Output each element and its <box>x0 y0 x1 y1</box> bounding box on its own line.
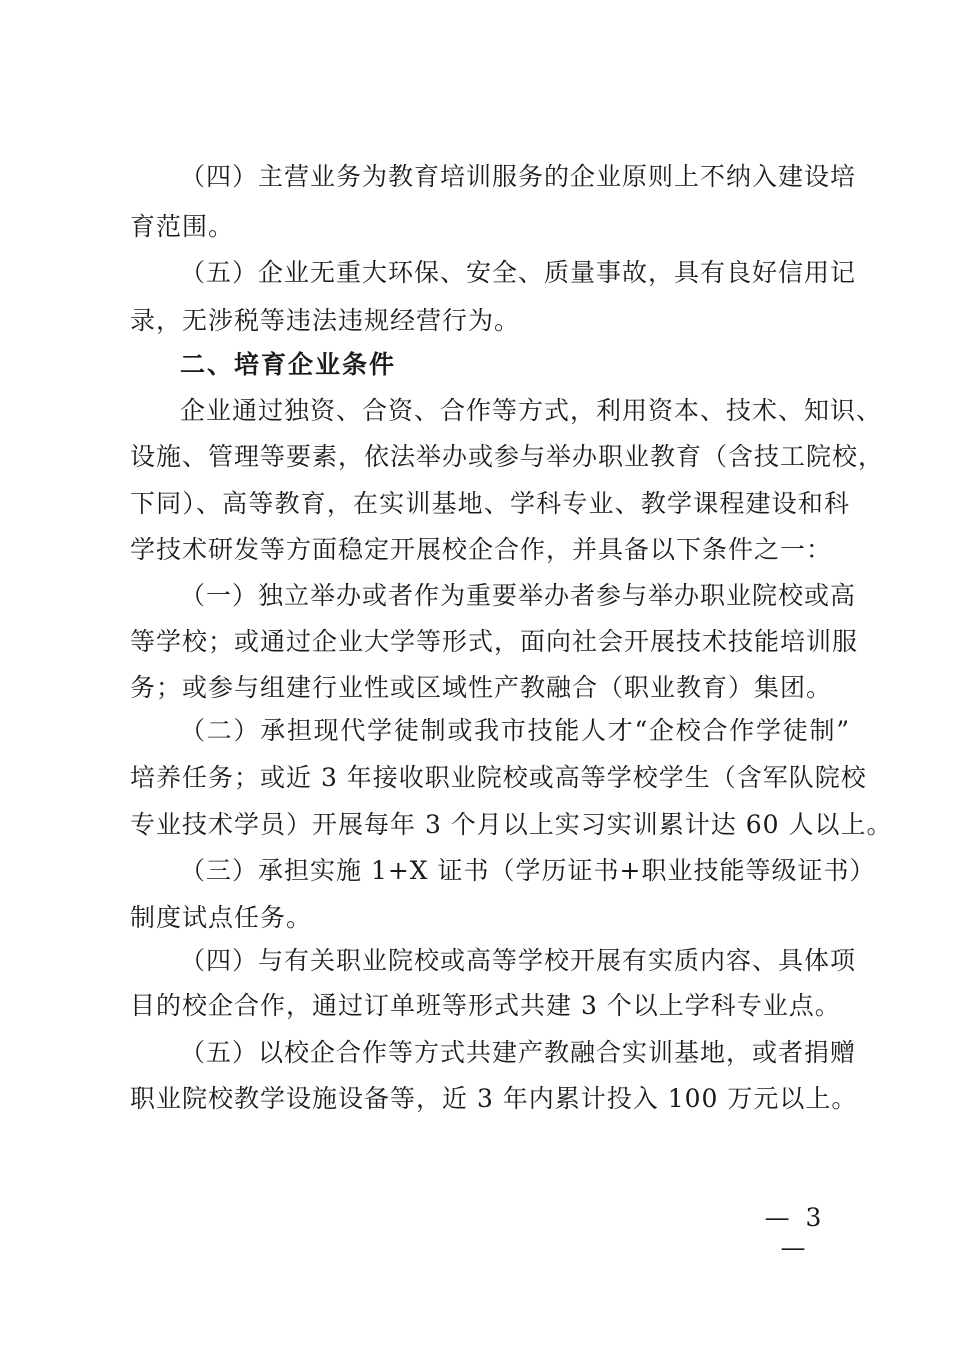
page-number: — 3 — <box>764 1203 826 1262</box>
paragraph-line: 录，无涉税等违法违规经营行为。 <box>130 306 521 335</box>
paragraph-line: 职业院校教学设施设备等，近 3 年内累计投入 100 万元以上。 <box>130 1084 858 1113</box>
paragraph-line: 培养任务；或近 3 年接收职业院校或高等学校学生（含军队院校 <box>130 763 867 792</box>
paragraph-line: （一）独立举办或者作为重要举办者参与举办职业院校或高 <box>180 581 857 610</box>
paragraph-line: 设施、管理等要素，依法举办或参与举办职业教育（含技工院校， <box>130 442 885 471</box>
paragraph-line: （五）以校企合作等方式共建产教融合实训基地，或者捐赠 <box>180 1038 857 1067</box>
paragraph-line: 等学校；或通过企业大学等形式，面向社会开展技术技能培训服 <box>130 627 859 656</box>
paragraph-line: （四）与有关职业院校或高等学校开展有实质内容、具体项 <box>180 946 857 975</box>
section-heading: 二、培育企业条件 <box>180 350 397 379</box>
paragraph-line: 制度试点任务。 <box>130 903 313 932</box>
paragraph-line: （二）承担现代学徒制或我市技能人才“企校合作学徒制” <box>180 716 850 745</box>
paragraph-line: 育范围。 <box>130 212 235 241</box>
paragraph-line: 企业通过独资、合资、合作等方式，利用资本、技术、知识、 <box>180 396 883 425</box>
paragraph-line: 学技术研发等方面稳定开展校企合作，并具备以下条件之一： <box>130 535 833 564</box>
paragraph-line: （三）承担实施 1+X 证书（学历证书+职业技能等级证书） <box>180 856 876 885</box>
paragraph-line: 务；或参与组建行业性或区域性产教融合（职业教育）集团。 <box>130 673 833 702</box>
paragraph-line: 下同）、高等教育，在实训基地、学科专业、教学课程建设和科 <box>130 489 850 518</box>
paragraph-line: （四）主营业务为教育培训服务的企业原则上不纳入建设培 <box>180 162 857 191</box>
paragraph-line: 目的校企合作，通过订单班等形式共建 3 个以上学科专业点。 <box>130 991 841 1020</box>
paragraph-line: （五）企业无重大环保、安全、质量事故，具有良好信用记 <box>180 258 857 287</box>
paragraph-line: 专业技术学员）开展每年 3 个月以上实习实训累计达 60 人以上。 <box>130 810 893 839</box>
